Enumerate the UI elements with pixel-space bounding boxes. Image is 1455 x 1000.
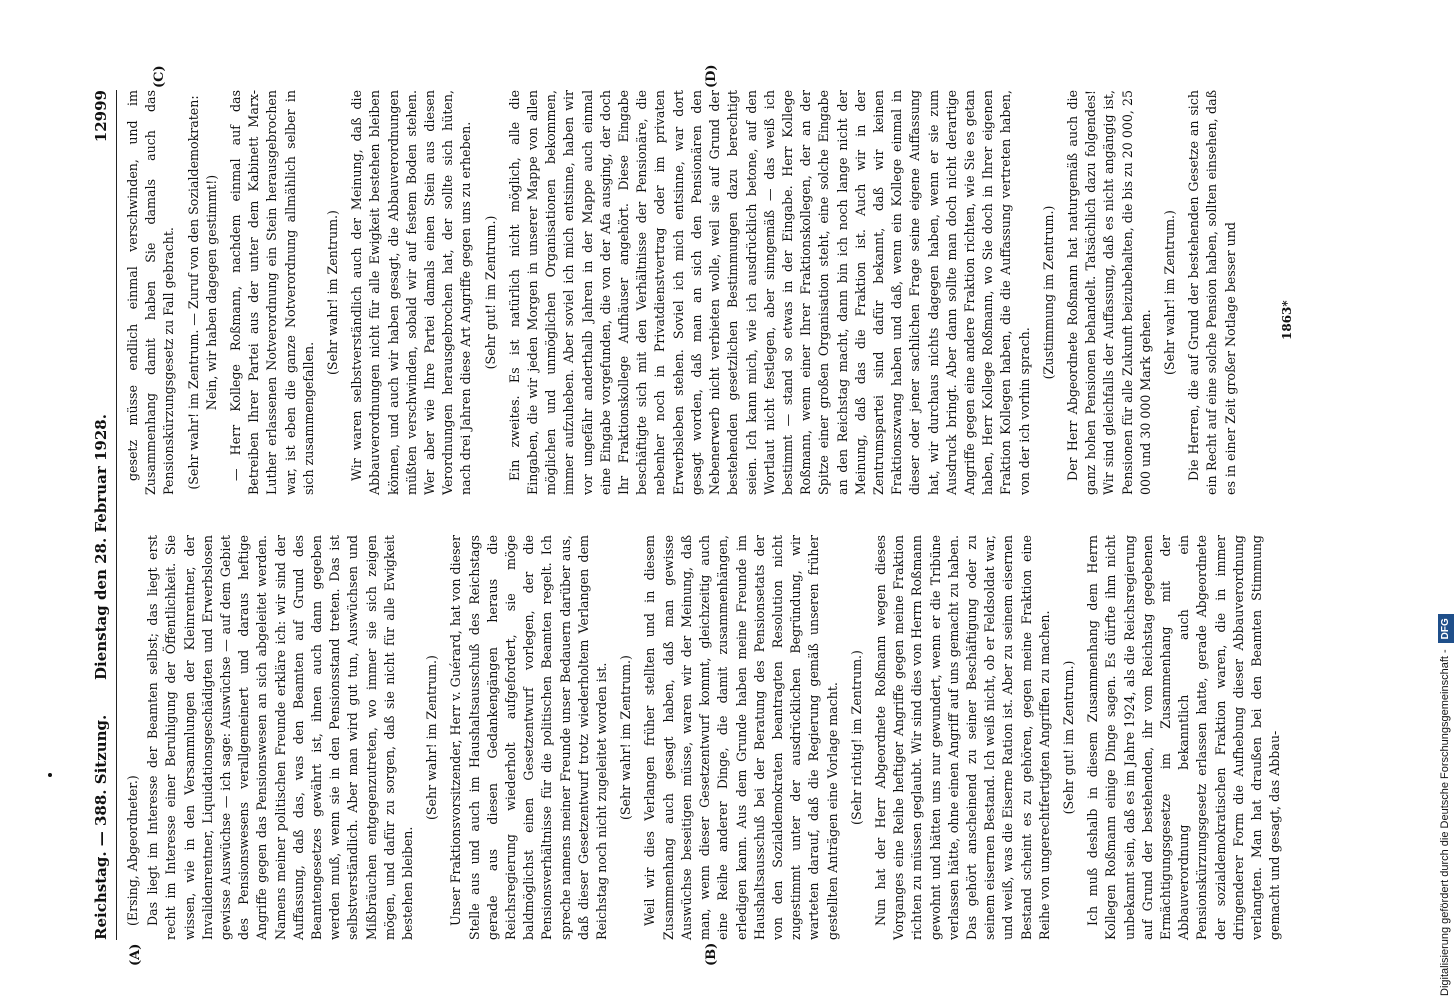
- paragraph: gesetz müsse endlich einmal verschwinden, und im Zusammenhang damit haben Sie damals auch das Pensionskürzungsgesetz zu Fall gebracht.: [125, 90, 177, 495]
- interjection: (Sehr richtig! im Zentrum.): [848, 650, 864, 825]
- interjection: (Sehr wahr! im Zentrum.): [325, 210, 341, 375]
- paragraph: Unser Fraktionsvorsitzender, Herr v. Guérard, hat von dieser Stelle aus und auch im Haushaltsausschuß des Reichstags gerade aus diesen Gedankengängen heraus die Reichsregierung wiederholt aufgefordert, sie möge baldmöglichst einen Gesetzentwurf vorlegen, der die Pensionsverhältnisse für die politischen Beamten regelt. Ich spreche namens meiner Freunde unser Bedauern darüber aus, daß dieser Gesetzentwurf trotz wiederholtem Verlangen dem Reichstag noch nicht zugeleitet worden ist.: [448, 535, 610, 940]
- dfg-logo: DFG: [1438, 614, 1454, 643]
- interjection: (Sehr gut! im Zentrum.): [1060, 660, 1076, 815]
- paragraph: Ein zweites. Es ist natürlich nicht möglich, alle die Eingaben, die wir jeden Morgen in unserer Mappe von allen möglichen und unmöglichen Organisationen bekommen, immer aufzuheben. Aber soviel ich mich entsinne, haben wir vor ungefähr anderthalb Jahren in der Mappe auch einmal eine Eingabe vorgefunden, die von der Afa ausging, der doch Ihr Fraktionskollege Aufhäuser angehört. Diese Eingabe beschäftigte sich mit den Verhältnisse der Pensionäre, die nebenher noch in Privatdienstvertrag oder im privaten Erwerbsleben stehen. Soviel ich mich entsinne, war dort gesagt worden, daß man an sich den Pensionären den Nebenerwerb nicht verbieten wolle, weil sie auf Grund der bestehenden gesetzlichen Bestimmungen dazu berechtigt seien. Ich kann mich, wie ich ausdrücklich betone, auf den Wortlaut nicht festlegen, aber sinngemäß — das weiß ich bestimmt — stand so etwas in der Eingabe. Herr Kollege Roßmann, wenn einer Ihrer Fraktionskollegen, der an der Spitze einer großen Organisation steht, eine solche Eingabe an den Reichstag macht, dann bin ich noch lange nicht der Meinung, daß das die Fraktion ist. Auch wir in der Zentrumspartei sind dafür bekannt, daß wir keinen Fraktionszwang haben und daß, wenn ein Kollege einmal in dieser oder jener sachlichen Frage seine eigene Auffassung hat, wir durchaus nichts dagegen haben, wenn er sie zum Ausdruck bringt. Aber dann sollte man doch nicht derartige Angriffe gegen eine andere Fraktion richten, wie Sie es getan haben, Herr Kollege Roßmann, wo Sie doch in Ihrer eigenen Fraktion Kollegen haben, die die Auffassung vertreten haben, von der ich vorhin sprach.: [506, 90, 1032, 495]
- interjection: (Sehr gut! im Zentrum.): [482, 215, 498, 370]
- header-center: Dienstag den 28. Februar 1928.: [92, 414, 110, 680]
- paragraph: — Herr Kollege Roßmann, nachdem einmal auf das Betreiben Ihrer Partei aus der unter dem Kabinett Marx-Luther erlassenen Notverordnung ein Stein herausgebrochen war, ist eben die ganze Notverordnung allmählich selber in sich zusammengefallen.: [228, 90, 316, 495]
- interjection: (Sehr wahr! im Zentrum.): [618, 655, 634, 820]
- margin-marker-c: (C): [152, 65, 167, 88]
- paragraph: Ich muß deshalb in diesem Zusammenhang dem Herrn Kollegen Roßmann einige Dinge sagen. Es dürfte ihm nicht unbekannt sein, daß es im Jahre 1924, als die Reichsregierung auf Grund der bestehenden, ihr vom Reichstag gegebenen Ermächtigungsgesetze im Zusammenhang mit der Abbauverordnung bekanntlich auch ein Pensionskürzungsgesetz erlassen hatte, gerade Abgeordnete der sozialdemokratischen Fraktion waren, die in immer dringenderer Form die Aufhebung dieser Abbauverordnung verlangten. Man hat draußen bei den Beamten Stimmung gemacht und gesagt, das Abbau-: [1085, 535, 1283, 940]
- paragraph: Wir waren selbstverständlich auch der Meinung, daß die Abbauverordnungen nicht für alle Ewigkeit bestehen bleiben können, und auch wir haben gesagt, die Abbauverordnungen müßten verschwinden, sobald wir auf festem Boden stehen. Wer aber wie Ihre Partei damals einen Stein aus diesen Verordnungen herausgebrochen hat, der sollte sich hüten, nach drei Jahren diese Art Angriffe gegen uns zu erheben.: [349, 90, 474, 495]
- paragraph: Weil wir dies Verlangen früher stellten und in diesem Zusammenhang auch gesagt haben, daß man gewisse Auswüchse beseitigen müsse, waren wir der Meinung, daß man, wenn dieser Gesetzentwurf kommt, gleichzeitig auch eine Reihe anderer Dinge, die damit zusammenhängen, erledigen kann. Aus dem Grunde haben meine Freunde im Haushaltsausschuß bei der Beratung des Pensionsetats der von den Sozialdemokraten beantragten Resolution nicht zugestimmt unter der ausdrücklichen Begründung, wir warteten darauf, daß die Regierung gemäß unseren früher gestellten Anträgen eine Vorlage macht.: [642, 535, 840, 940]
- paragraph: Die Herren, die auf Grund der bestehenden Gesetze an sich ein Recht auf eine solche Pension haben, sollten einsehen, daß es in einer Zeit großer Notlage besser und: [1186, 90, 1238, 495]
- paragraph: (Ersing, Abgeordneter.): [125, 775, 140, 926]
- speck-mark: [48, 773, 52, 777]
- interjection: (Sehr wahr! im Zentrum. — Zuruf von den Sozialdemokraten: Nein, wir haben dagegen gestimmt!): [185, 95, 219, 490]
- paragraph: Nun hat der Herr Abgeordnete Roßmann wegen dieses Vorganges eine Reihe heftiger Angriffe gegen meine Fraktion richten zu müssen geglaubt. Wir sind dies von Herrn Roßmann gewohnt und hätten uns nur gewundert, wenn er die Tribüne verlassen hätte, ohne einen Angriff auf uns gemacht zu haben. Das gehört anscheinend zu seiner Beschäftigung oder zu seinem eisernen Bestand. Ich weiß nicht, ob er Feldsoldat war, und weiß, was die Eiserne Ration ist. Aber zu seinem eisernen Bestand scheint es zu gehören, gegen meine Fraktion eine Reihe von ungerechtfertigten Angriffen zu machen.: [872, 535, 1052, 940]
- newspaper-page: [92, 64, 1302, 966]
- running-header: [92, 90, 116, 940]
- interjection: (Zustimmung im Zentrum.): [1040, 205, 1056, 380]
- footer-signature: 1863*: [1280, 300, 1294, 340]
- right-column: [124, 90, 1284, 495]
- left-column: [124, 535, 1284, 940]
- side-attribution-text: Digitalisierung gefördert durch die Deutsche Forschungsgemeinschaft -: [1439, 649, 1451, 996]
- header-left: Reichstag. — 388. Sitzung.: [92, 714, 110, 940]
- interjection: (Sehr wahr! im Zentrum.): [1161, 210, 1177, 375]
- header-rule: [116, 90, 117, 940]
- margin-marker-a: (A): [128, 943, 143, 966]
- margin-marker-b: (B): [704, 942, 719, 966]
- paragraph: Das liegt im Interesse der Beamten selbst; das liegt erst recht im Interesse einer Beruhigung der Öffentlichkeit. Sie wissen, wie in den Versammlungen der Kleinrentner, der Invalidenrentner, Liquidationsgeschädigten und Erwerbslosen gewisse Auswüchse — ich sage: Auswüchse — auf dem Gebiet des Pensionswesens verallgemeinert und daraus heftige Angriffe gegen das Pensionswesen an sich abgeleitet werden. Namens meiner politischen Freunde erkläre ich: wir sind der Auffassung, daß das, was den Beamten auf Grund des Beamtengesetzes gewährt ist, ihnen auch dann gegeben werden muß, wenn sie in den Pensionsstand treten. Das ist selbstverständlich. Aber man wird gut tun, Auswüchsen und Mißbräuchen entgegenzutreten, wo immer sie sich zeigen mögen, und dafür zu sorgen, daß sie nicht für alle Ewigkeit bestehen bleiben.: [145, 535, 416, 940]
- margin-marker-d: (D): [704, 64, 719, 88]
- side-attribution: [1415, 6, 1451, 996]
- interjection: (Sehr wahr! im Zentrum.): [424, 655, 440, 820]
- page-number: 12999: [92, 90, 110, 143]
- paragraph: Der Herr Abgeordnete Roßmann hat naturgemäß auch die ganz hohen Pensionen behandelt. Tatsächlich dazu folgendes! Wir sind gleichfalls der Auffassung, daß es nicht angängig ist, Pensionen für alle Zukunft beizubehalten, die bis zu 20 000, 25 000 und 30 000 Mark gehen.: [1064, 90, 1153, 495]
